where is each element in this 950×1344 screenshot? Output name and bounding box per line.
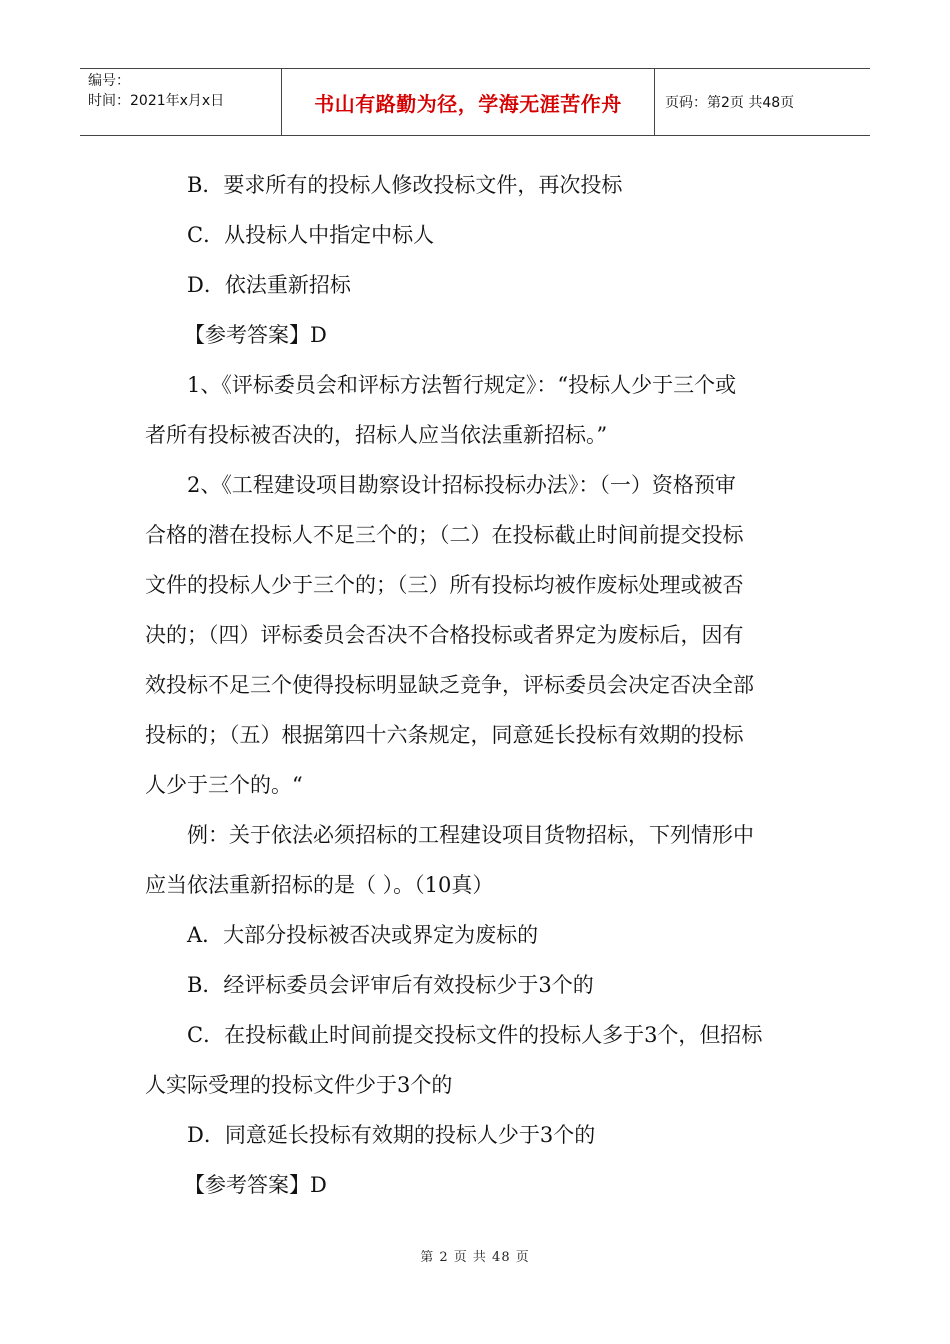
paragraph-line: 2、《工程建设项目勘察设计招标投标办法》：（一）资格预审	[187, 473, 736, 497]
document-body	[145, 160, 810, 1210]
option-line: D．依法重新招标	[187, 273, 351, 297]
paragraph-line: 者所有投标被否决的，招标人应当依法重新招标。”	[145, 423, 608, 447]
paragraph-line: 1、《评标委员会和评标方法暂行规定》：“投标人少于三个或	[187, 373, 737, 397]
header-meta-cell	[80, 69, 282, 135]
answer-line: 【参考答案】D	[184, 1173, 327, 1197]
option-line: 人实际受理的投标文件少于3个的	[145, 1073, 453, 1097]
header-page-label: 页码：第2页 共48页	[665, 95, 795, 111]
paragraph-line: 决的；（四）评标委员会否决不合格投标或者界定为废标后，因有	[145, 623, 744, 647]
page-header	[80, 68, 870, 136]
question-line: 应当依法重新招标的是（ ）。（10真）	[145, 873, 494, 897]
paragraph-line: 合格的潜在投标人不足三个的；（二）在投标截止时间前提交投标	[145, 523, 744, 547]
option-line: B．经评标委员会评审后有效投标少于3个的	[187, 973, 594, 997]
option-line: C．在投标截止时间前提交投标文件的投标人多于3个，但招标	[187, 1023, 763, 1047]
paragraph-line: 投标的；（五）根据第四十六条规定，同意延长投标有效期的投标	[145, 723, 744, 747]
header-motto-cell	[282, 69, 655, 135]
document-number-label: 编号：	[88, 73, 130, 89]
header-motto: 书山有路勤为径，学海无涯苦作舟	[314, 91, 622, 116]
answer-line: 【参考答案】D	[184, 323, 327, 347]
paragraph-line: 文件的投标人少于三个的；（三）所有投标均被作废标处理或被否	[145, 573, 744, 597]
page-footer: 第 2 页 共 48 页	[420, 1250, 530, 1265]
header-page-cell	[655, 69, 870, 135]
paragraph-line: 人少于三个的。“	[145, 773, 303, 797]
question-line: 例：关于依法必须招标的工程建设项目货物招标，下列情形中	[187, 823, 754, 847]
option-line: B．要求所有的投标人修改投标文件，再次投标	[187, 173, 623, 197]
option-line: D．同意延长投标有效期的投标人少于3个的	[187, 1123, 596, 1147]
option-line: C．从投标人中指定中标人	[187, 223, 435, 247]
document-time-label: 时间：2021年x月x日	[88, 93, 225, 109]
option-line: A．大部分投标被否决或界定为废标的	[187, 923, 539, 947]
paragraph-line: 效投标不足三个使得投标明显缺乏竞争，评标委员会决定否决全部	[145, 673, 754, 697]
